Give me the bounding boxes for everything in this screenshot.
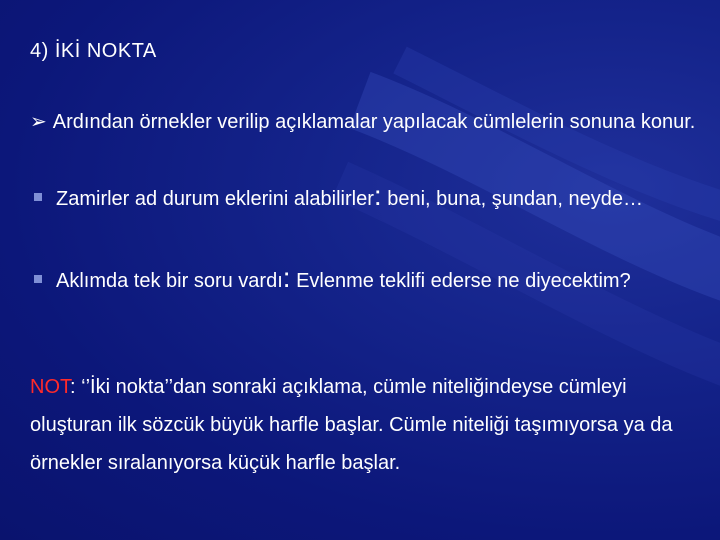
paragraph-3-after-colon: Evlenme teklifi ederse ne diyecektim? — [290, 270, 631, 292]
paragraph-2-after-colon: beni, buna, şundan, neyde… — [381, 188, 643, 210]
note-separator: : — [70, 376, 82, 398]
page-title: 4) İKİ NOKTA — [30, 40, 157, 62]
paragraph-3-colon: : — [282, 262, 291, 293]
paragraph-3 — [30, 262, 700, 296]
paragraph-2 — [30, 180, 700, 214]
paragraph-2-before-colon: Zamirler ad durum eklerini alabilirler — [56, 188, 374, 210]
note-paragraph — [30, 368, 700, 482]
paragraph-3-before-colon: Aklımda tek bir soru vardı — [56, 270, 283, 292]
note-label: NOT — [30, 376, 70, 398]
paragraph-2-colon: : — [373, 180, 382, 211]
note-text: ‘’İki nokta’’dan sonraki açıklama, cümle niteliğindeyse cümleyi oluşturan ilk sözcük büyük harfle başlar. Cümle niteliği taşımıyorsa ya da örnekler sıralanıyorsa küçük harfle başlar. — [30, 376, 673, 474]
paragraph-1-text: Ardından örnekler verilip açıklamalar yapılacak cümlelerin sonuna konur. — [52, 111, 696, 133]
arrow-bullet-icon: ➢ — [30, 111, 47, 133]
paragraph-1 — [30, 107, 700, 137]
square-bullet-icon — [34, 193, 42, 201]
square-bullet-icon — [34, 275, 42, 283]
